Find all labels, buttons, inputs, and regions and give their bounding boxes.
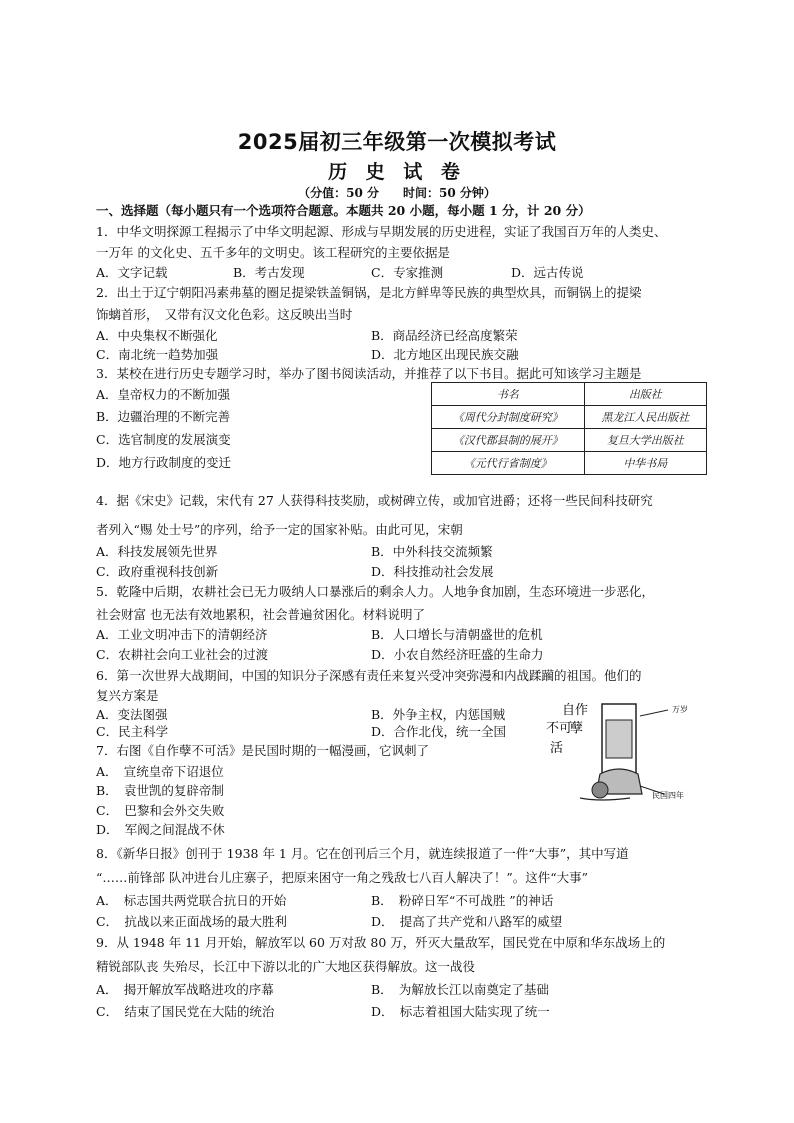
book-title: 《元代行省制度》	[432, 452, 585, 475]
q7-option-d: D． 军阀之间混战不休	[96, 822, 225, 837]
book-publisher: 复旦大学出版社	[584, 429, 706, 452]
q5-option-c: C．农耕社会向工业社会的过渡	[96, 647, 269, 662]
exam-title: 2025届初三年级第一次模拟考试	[237, 130, 557, 154]
q1-option-c: C．专家推测	[371, 265, 444, 280]
q6-stem-line2: 复兴方案是	[96, 688, 159, 703]
q8-stem-line1: 8．《新华日报》创刊于 1938 年 1 月。它在创刊后三个月，就连续报道了一件“大事”，其中写道	[96, 846, 629, 861]
table-header-row	[432, 383, 707, 406]
q2-stem-line2: 饰螭首形， 又带有汉文化色彩。这反映出当时	[96, 307, 353, 322]
q4-stem-line1: 4．据《宋史》记载，宋代有 27 人获得科技奖励，或树碑立传，或加官进爵；还将一些民间科技研究	[96, 493, 653, 508]
q8-option-c: C． 抗战以来正面战场的最大胜利	[96, 914, 287, 929]
q7-option-a: A． 宣统皇帝下诏退位	[96, 764, 224, 779]
q4-option-c: C．政府重视科技创新	[96, 564, 219, 579]
q7-stem: 7．右图《自作孽不可活》是民国时期的一幅漫画，它讽刺了	[96, 743, 429, 758]
cartoon-label-bottom: 民国四年	[652, 791, 684, 800]
q9-option-d: D． 标志着祖国大陆实现了统一	[371, 1004, 550, 1019]
book-title: 《汉代郡县制的展开》	[432, 429, 585, 452]
q5-option-a: A．工业文明冲击下的清朝经济	[96, 627, 268, 642]
cartoon-label-top: 万岁	[672, 705, 688, 714]
book-list-table	[431, 382, 707, 475]
q6-option-b: B．外争主权，内惩国贼	[371, 707, 506, 722]
q3-option-c: C．选官制度的发展演变	[96, 432, 231, 447]
figure-head	[592, 782, 608, 798]
table-header-title: 书名	[432, 383, 585, 406]
q3-option-d: D．地方行政制度的变迁	[96, 455, 232, 470]
q9-stem-line1: 9．从 1948 年 11 月开始，解放军以 60 万对敌 80 万，歼灭大量敌军，国民党在中原和华东战场上的	[96, 935, 666, 950]
q5-stem-line1: 5．乾隆中后期，农耕社会已无力吸纳人口暴涨后的剩余人力。人地争食加剧，生态环境进一步恶化，	[96, 584, 654, 599]
q9-option-b: B． 为解放长江以南奠定了基础	[371, 982, 549, 997]
q8-option-a: A． 标志国共两党联合抗日的开始	[96, 893, 287, 908]
q2-option-a: A．中央集权不断强化	[96, 328, 218, 343]
q2-stem-line1: 2．出土于辽宁朝阳冯素弗墓的圈足提梁铁盖铜锅，是北方鲜卑等民族的典型炊具，而铜锅上的提梁	[96, 285, 642, 300]
q1-option-b: B．考古发现	[233, 265, 305, 280]
q1-option-a: A．文字记载	[96, 265, 168, 280]
book-publisher: 黑龙江人民出版社	[584, 406, 706, 429]
q6-option-d: D．合作北伐，统一全国	[371, 724, 507, 739]
q2-option-c: C．南北统一趋势加强	[96, 347, 219, 362]
stele-plaque	[606, 720, 632, 758]
q2-option-d: D．北方地区出现民族交融	[371, 347, 519, 362]
q6-option-a: A．变法图强	[96, 707, 168, 722]
cartoon-caption-4: 活	[550, 741, 564, 756]
book-title: 《周代分封制度研究》	[432, 406, 585, 429]
q8-option-d: D． 提高了共产党和八路军的威望	[371, 914, 563, 929]
cartoon-illustration	[540, 698, 720, 810]
table-row	[432, 406, 707, 429]
q7-option-b: B． 袁世凯的复辟帝制	[96, 783, 224, 798]
figure-limb	[580, 798, 630, 800]
book-publisher: 中华书局	[584, 452, 706, 475]
q2-option-b: B．商品经济已经高度繁荣	[371, 328, 518, 343]
q6-option-c: C．民主科学	[96, 724, 169, 739]
q8-stem-line2: “……前锋部 队冲进台儿庄寨子，把原来困守一角之残敌七八百人解决了！”。这件“大事”	[96, 870, 589, 885]
cartoon-caption-2: 不可	[546, 721, 573, 736]
q8-option-b: B． 粉碎日军“不可战胜 ”的神话	[371, 893, 554, 908]
q5-stem-line2: 社会财富 也无法有效地累积，社会普遍贫困化。材料说明了	[96, 607, 425, 622]
q5-option-d: D．小农自然经济旺盛的生命力	[371, 647, 544, 662]
q4-stem-line2: 者列入“赐 处士号”的序列，给予一定的国家补贴。由此可见，宋朝	[96, 522, 463, 537]
q4-option-d: D．科技推动社会发展	[371, 564, 494, 579]
table-row	[432, 429, 707, 452]
q3-stem: 3．某校在进行历史专题学习时，举办了图书阅读活动，并推荐了以下书目。据此可知该学习主题是	[96, 366, 642, 381]
q7-option-c: C． 巴黎和会外交失败	[96, 803, 225, 818]
q4-option-b: B．中外科技交流频繁	[371, 544, 493, 559]
q5-option-b: B．人口增长与清朝盛世的危机	[371, 627, 543, 642]
table-row	[432, 452, 707, 475]
q4-option-a: A．科技发展领先世界	[96, 544, 218, 559]
exam-info: （分值：50 分 时间：50 分钟）	[298, 186, 496, 200]
q1-stem-line1: 1．中华文明探源工程揭示了中华文明起源、形成与早期发展的历史进程，实证了我国百万年的人类史、	[96, 224, 667, 239]
cartoon-caption-3: 孽	[570, 721, 584, 736]
exam-subject: 历 史 试 卷	[328, 161, 466, 183]
pointer-line-top	[640, 710, 668, 716]
q9-stem-line2: 精锐部队丧 失殆尽，长江中下游以北的广大地区获得解放。这一战役	[96, 959, 475, 974]
q6-stem-line1: 6．第一次世界大战期间，中国的知识分子深感有责任来复兴受冲突弥漫和内战蹂躏的祖国。他们的	[96, 668, 642, 683]
section-heading: 一、选择题（每小题只有一个选项符合题意。本题共 20 小题，每小题 1 分，计 20 分）	[96, 203, 591, 218]
q9-option-c: C． 结束了国民党在大陆的统治	[96, 1004, 275, 1019]
q1-stem-line2: 一万年 的文化史、五千多年的文明史。该工程研究的主要依据是	[96, 245, 450, 260]
q3-option-b: B．边疆治理的不断完善	[96, 409, 231, 424]
q3-option-a: A．皇帝权力的不断加强	[96, 387, 231, 402]
cartoon-caption-1: 自作	[562, 703, 589, 718]
q1-option-d: D．远古传说	[511, 265, 584, 280]
q9-option-a: A． 揭开解放军战略进攻的序幕	[96, 982, 274, 997]
table-header-publisher: 出版社	[584, 383, 706, 406]
